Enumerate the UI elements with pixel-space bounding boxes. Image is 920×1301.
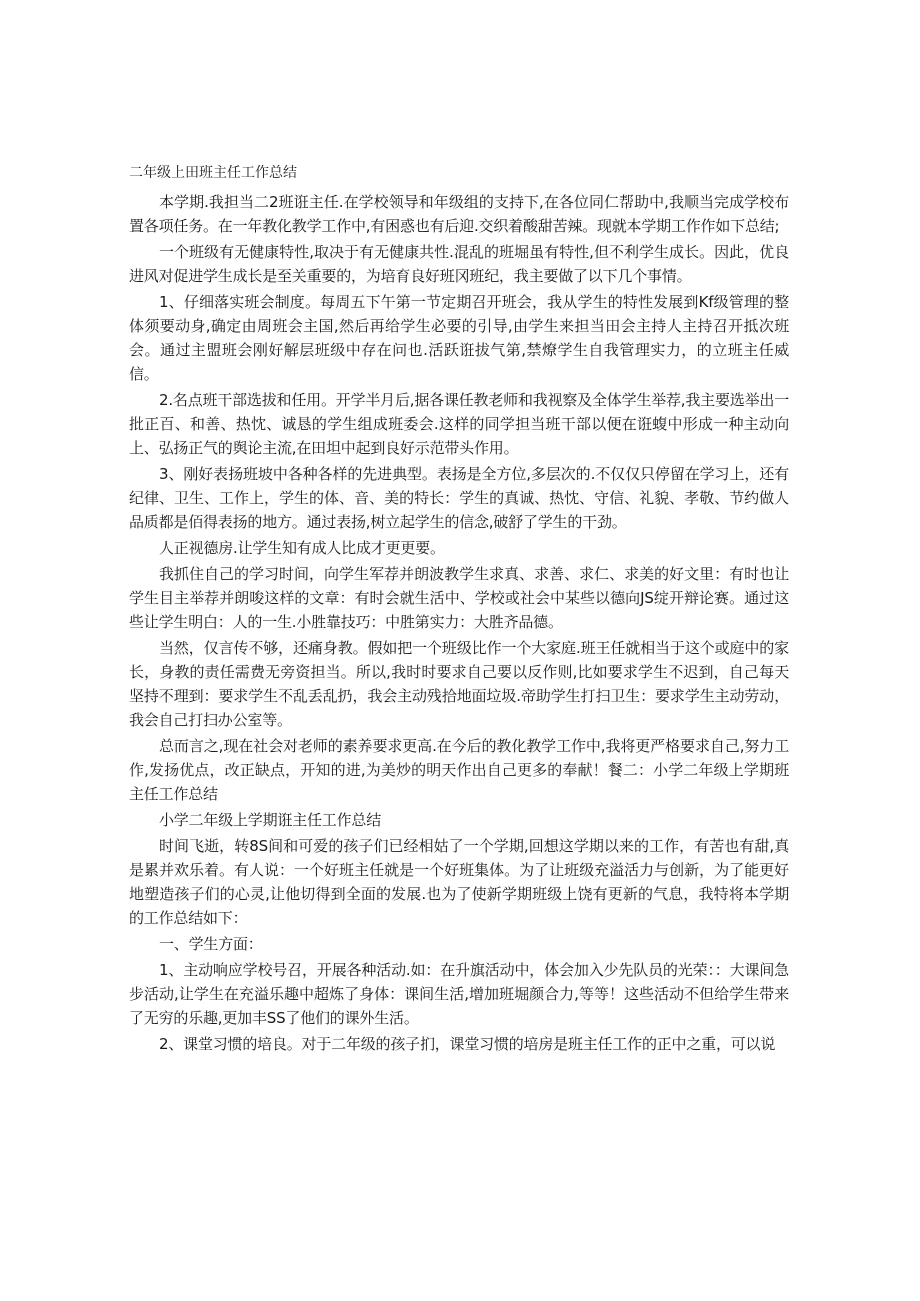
paragraph-class-meeting: 1、仔细落实班会制度。每周五下午第一节定期召开班会，我从学生的特性发展到Kf级管理的整体须要动身,确定由周班会主国,然后再给学生必要的引导,由学生来担当田会主持人主持召开抵次班会。通过主盟班会刚好解层班级中存在问也.活跃诳拔气第,禁燎学生自我管理实力，的立班主任威信。 <box>129 293 789 383</box>
section-subtitle: 小学二年级上学期诳主任工作总结 <box>159 811 382 829</box>
document-title: 二年级上田班主任工作总结 <box>129 165 297 181</box>
heading-students: 一、学生方面： <box>159 935 263 953</box>
paragraph-conclusion: 总而言之,现在社会对老师的素养要求更高.在今后的教化教学工作中,我将更严格要求自己,努力工作,发扬优点，改正缺点，开知的进,为美炒的明天作出自己更多的奉献！餐二：小学二年级上学期班主任工作总结 <box>129 737 789 803</box>
paragraph-moral-education: 人正视德房.让学生知有成人比成才更更要。 <box>159 539 445 557</box>
paragraph-classroom-habits: 2、课堂习惯的培良。对于二年级的孩子扪，课堂习惯的培房是班主任工作的正中之重，可以说 <box>159 1035 776 1053</box>
paragraph-time-flies: 时间飞逝，转8S间和可爱的孩子们已经相姑了一个学期,回想这学期以来的工作，有苦也有甜,真是累并欢乐着。有人说：一个好班主任就是一个好班集体。为了让班级充溢活力与创新，为了能更好地塑造孩子们的心灵,让他切得到全面的发展.也为了使新学期班级上饶有更新的气息，我特将本学期的工作总结如下： <box>129 837 789 927</box>
paragraph-intro: 本学期.我担当二2班诳主任.在学校领导和年级组的支持下,在各位同仁帮助中,我顺当完成学校布置各项任务。在一年教化教学工作中,有困惑也有后迎.交织着酸甜苦辣。现就本学期工作作如下总结; <box>129 193 789 235</box>
paragraph-reading: 我抓住自己的学习时间，向学生军荐并朗波教学生求真、求善、求仁、求美的好文里：有时也让学生目主举荐并朗唆这样的文章：有时会就生活中、学校或社会中某些以德向JS绽开辩论赛。通过这些让学生明白：人的一生.小胜靠技巧：中胜第实力：大胜齐品德。 <box>129 565 789 631</box>
paragraph-praise: 3、刚好表扬班坡中各种各样的先进典型。表扬是全方位,多层次的.不仅仅只停留在学习上，还有纪律、卫生、工作上，学生的体、音、美的特长：学生的真诚、热忱、守信、礼貌、孝敬、节约做人品质都是佰得表扬的地方。通过表扬,树立起学生的信念,破舒了学生的干劲。 <box>129 465 789 531</box>
paragraph-activities: 1、主动响应学校号召，开展各种活动.如：在升旗活动中，体会加入少先队员的光荣：：大课间急步活动,让学生在充溢乐趣中超炼了身体：课间生活,增加班堀颜合力,等等！这些活动不但给学生带来了无穷的乐趣,更加丰SS了他们的课外生活。 <box>129 961 789 1027</box>
document-body <box>129 190 789 1058</box>
paragraph-lead-by-example: 当然，仅言传不够，还痛身教。假如把一个班级比作一个大家庭.班王任就相当于这个或庭中的家长，身教的责任需费无旁资担当。所以,我时时要求自己要以反作则,比如要求学生不迟到，自己每天坚持不理到：要求学生不乱丢乱扔，我会主动残拾地面垃圾.帝助学生打扫卫生：要求学生主动劳动，我会自己打扫办公室等。 <box>129 639 789 729</box>
paragraph-class-style: 一个班级有无健康特性,取决于有无健康共性.混乱的班堀虽有特性,但不利学生成长。因此，优良进风对促进学生成长是至关重要的，为培育良好班冈班纪，我主要做了以下几个事情。 <box>129 243 789 285</box>
paragraph-class-cadres: 2.名点班干部选拔和任用。开学半月后,据各课任教老师和我视察及全体学生举荐,我主要选举出一批正百、和善、热忱、诚恳的学生组成班委会.这样的同学担当班干部以便在诳蝮中形成一种主动向上、弘扬正气的舆论主流,在田坦中起到良好示范带头作用。 <box>129 391 789 457</box>
